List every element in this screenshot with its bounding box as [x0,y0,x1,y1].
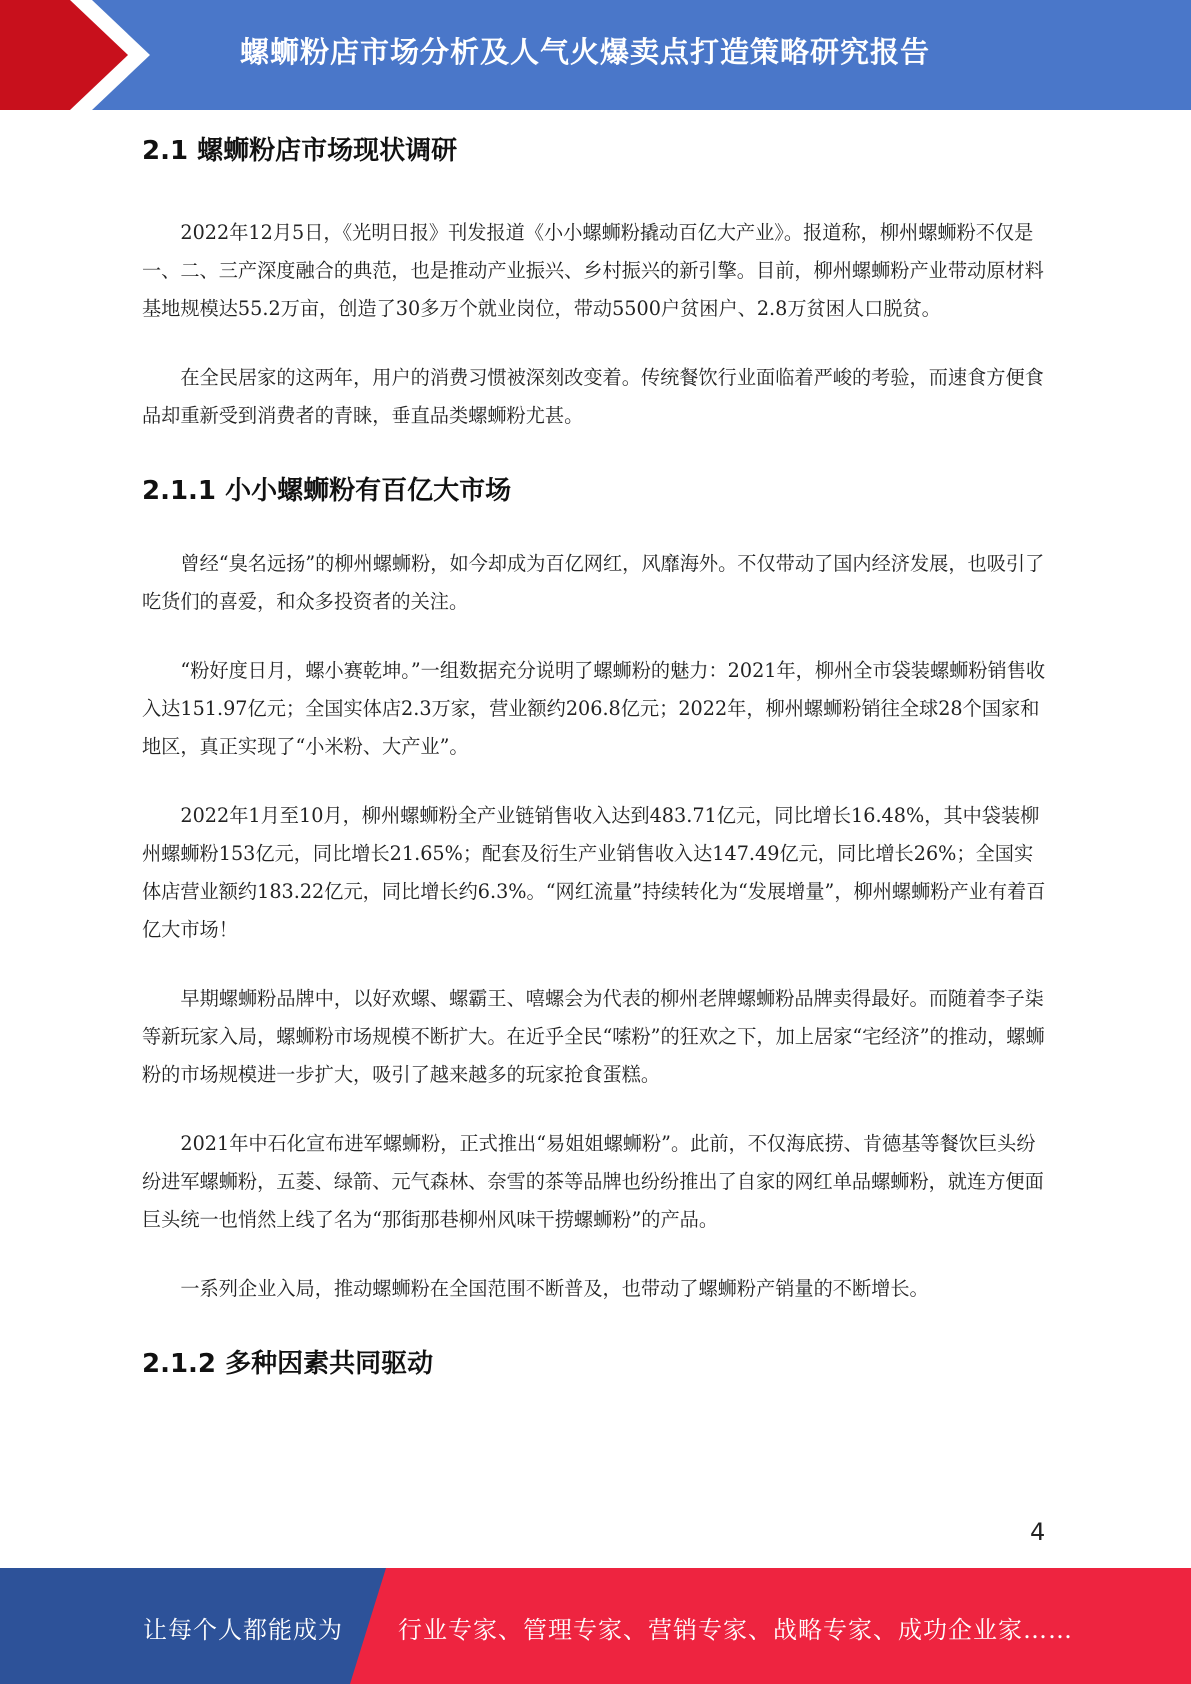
header-red-arrow-decoration [0,0,150,110]
paragraph: 在全民居家的这两年，用户的消费习惯被深刻改变着。传统餐饮行业面临着严峻的考验，而速食方便食品却重新受到消费者的青睐，垂直品类螺蛳粉尤甚。 [142,366,1044,427]
paragraph: 一系列企业入局，推动螺蛳粉在全国范围不断普及，也带动了螺蛳粉产销量的不断增长。 [180,1277,929,1300]
paragraph: 早期螺蛳粉品牌中，以好欢螺、螺霸王、嘻螺会为代表的柳州老牌螺蛳粉品牌卖得最好。而随着李子柒等新玩家入局，螺蛳粉市场规模不断扩大。在近乎全民“嗦粉”的狂欢之下，加上居家“宅经济”的推动，螺蛳粉的市场规模进一步扩大，吸引了越来越多的玩家抢食蛋糕。 [142,987,1045,1086]
paragraph: 2021年中石化宣布进军螺蛳粉，正式推出“易姐姐螺蛳粉”。此前，不仅海底捞、肯德基等餐饮巨头纷纷进军螺蛳粉，五菱、绿箭、元气森林、奈雪的茶等品牌也纷纷推出了自家的网红单品螺蛳粉，就连方便面巨头统一也悄然上线了名为“那街那巷柳州风味干捞螺蛳粉”的产品。 [142,1132,1044,1231]
footer-slogan-right: 行业专家、管理专家、营销专家、战略专家、成功企业家…… [398,1616,1073,1644]
page-footer [0,1568,1191,1684]
paragraph: 2022年12月5日，《光明日报》刊发报道《小小螺蛳粉撬动百亿大产业》。报道称，柳州螺蛳粉不仅是一、二、三产深度融合的典范，也是推动产业振兴、乡村振兴的新引擎。目前，柳州螺蛳粉产业带动原材料基地规模达55.2万亩，创造了30多万个就业岗位，带动5500户贫困户、2.8万贫困人口脱贫。 [142,221,1044,320]
footer-slogan-left: 让每个人都能成为 [143,1616,343,1644]
document-body [142,130,1047,1418]
page-header [0,0,1191,110]
section-heading: 2.1 螺蛳粉店市场现状调研 [142,136,458,166]
paragraph: 曾经“臭名远扬”的柳州螺蛳粉，如今却成为百亿网红，风靡海外。不仅带动了国内经济发展，也吸引了吃货们的喜爱，和众多投资者的关注。 [142,552,1045,613]
paragraph: “粉好度日月，螺小赛乾坤。”一组数据充分说明了螺蛳粉的魅力：2021年，柳州全市袋装螺蛳粉销售收入达151.97亿元；全国实体店2.3万家，营业额约206.8亿元；2022年，柳州螺蛳粉销往全球28个国家和地区，真正实现了“小米粉、大产业”。 [142,659,1046,758]
page-number: 4 [1030,1518,1046,1546]
paragraph: 2022年1月至10月，柳州螺蛳粉全产业链销售收入达到483.71亿元，同比增长16.48%，其中袋装柳州螺蛳粉153亿元，同比增长21.65%；配套及衍生产业销售收入达147.49亿元，同比增长26%；全国实体店营业额约183.22亿元，同比增长约6.3%。“网红流量”持续转化为“发展增量”，柳州螺蛳粉产业有着百亿大市场！ [142,804,1046,941]
subsection-heading: 2.1.1 小小螺蛳粉有百亿大市场 [142,476,512,506]
report-title: 螺蛳粉店市场分析及人气火爆卖点打造策略研究报告 [240,35,931,69]
subsection-heading: 2.1.2 多种因素共同驱动 [142,1349,434,1379]
